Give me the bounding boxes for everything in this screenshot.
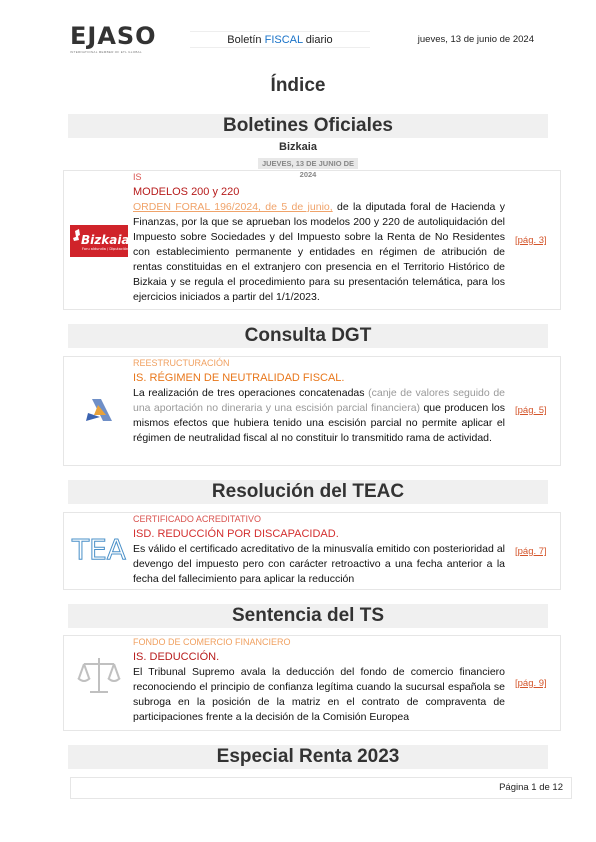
card-content [133, 358, 505, 446]
scales-of-justice-icon [70, 654, 128, 703]
category-label: IS [133, 172, 142, 182]
page-link-7[interactable]: [pág. 7] [515, 546, 547, 557]
header-date: jueves, 13 de junio de 2024 [417, 34, 534, 45]
logo-wordmark: EJASO [70, 22, 157, 50]
tea-logo-text: TEA [72, 533, 126, 566]
item-body [133, 200, 505, 305]
section-teac-title: Resolución del TEAC [68, 480, 548, 504]
section-boletines-title: Boletines Oficiales [68, 114, 548, 138]
item-body: El Tribunal Supremo avala la deducción del fondo de comercio financiero reconociendo el principio de confianza legítima cuando la sucursal española se subroga en la posición de la matriz en el contrato de compraventa de participaciones frente a la decisión de la Comisión Europea [133, 666, 505, 723]
item-title: MODELOS 200 y 220 [133, 186, 240, 198]
card-dgt [63, 356, 561, 466]
agencia-tributaria-icon [70, 395, 128, 430]
section-renta-title: Especial Renta 2023 [68, 745, 548, 769]
card-teac [63, 512, 561, 590]
item-body-gray: (canje de valores seguido de una aportación no dineraria y una escisión parcial financiera) [133, 387, 505, 414]
category-label: CERTIFICADO ACREDITATIVO [133, 514, 262, 524]
orden-foral-link[interactable]: ORDEN FORAL 196/2024, de 5 de junio, [133, 201, 333, 213]
region-title: Bizkaia [279, 141, 317, 153]
bizkaia-logo-icon [70, 225, 138, 262]
page-title: Índice [270, 75, 326, 96]
card-content [133, 172, 505, 305]
category-label: REESTRUCTURACIÓN [133, 358, 230, 368]
tea-logo-icon [70, 531, 128, 572]
section-ts-title: Sentencia del TS [68, 604, 548, 628]
item-title: IS. RÉGIMEN DE NEUTRALIDAD FISCAL. [133, 372, 345, 384]
bizkaia-logo-sub: Foru aldundia / Diputación foral [82, 247, 138, 251]
item-body [133, 386, 505, 446]
card-ts [63, 635, 561, 731]
bulletin-title [190, 31, 370, 48]
bulletin-accent: FISCAL [264, 34, 303, 46]
page-link-3[interactable]: [pág. 3] [515, 235, 547, 246]
bizkaia-logo-text: Bizkaia [81, 233, 130, 247]
date-badge: JUEVES, 13 DE JUNIO DE 2024 [258, 158, 358, 169]
item-body: Es válido el certificado acreditativo de la minusvalía emitido con posterioridad al devengo del impuesto pero con carácter retroactivo a una fecha anterior a la fecha del fallecimiento para aplicar la reducción [133, 543, 505, 585]
item-title: ISD. REDUCCIÓN POR DISCAPACIDAD. [133, 528, 339, 540]
item-title: IS. DEDUCCIÓN. [133, 651, 220, 663]
page-link-5[interactable]: [pág. 5] [515, 405, 547, 416]
page-link-9[interactable]: [pág. 9] [515, 678, 547, 689]
card-content [133, 514, 505, 587]
ejaso-logo [70, 24, 157, 54]
section-dgt-title: Consulta DGT [68, 324, 548, 348]
category-label: FONDO DE COMERCIO FINANCIERO [133, 637, 291, 647]
bulletin-prefix: Boletín [227, 34, 265, 46]
card-bizkaia [63, 170, 561, 310]
bulletin-suffix: diario [302, 34, 333, 46]
item-body-text: de la diputada foral de Hacienda y Finanzas, por la que se aprueban los modelos 200 y 220 de autoliquidación del Impuesto sobre Sociedades y del Impuesto sobre la Renta de No Residentes con establecimiento permanente y entidades en régimen de atribución de rentas constituidas en el extranjero con presencia en el Territorio Histórico de Bizkaia y se regula el procedimiento para su presentación telemática, para los ejercicios iniciados a partir del 1/1/2023. [133, 201, 505, 303]
page-number: Página 1 de 12 [499, 782, 563, 793]
item-body-2: que producen los mismos efectos que hubiera tenido una escisión parcial no permite aplicar el régimen de neutralidad fiscal al no constituir lo transmitido rama de actividad. [133, 402, 505, 444]
card-content [133, 637, 505, 725]
logo-subtitle: INTERNATIONAL MEMBER OF ETL GLOBAL [70, 50, 142, 54]
page-header [0, 0, 596, 60]
page-footer [70, 777, 572, 799]
item-body-1: La realización de tres operaciones concatenadas [133, 387, 369, 399]
